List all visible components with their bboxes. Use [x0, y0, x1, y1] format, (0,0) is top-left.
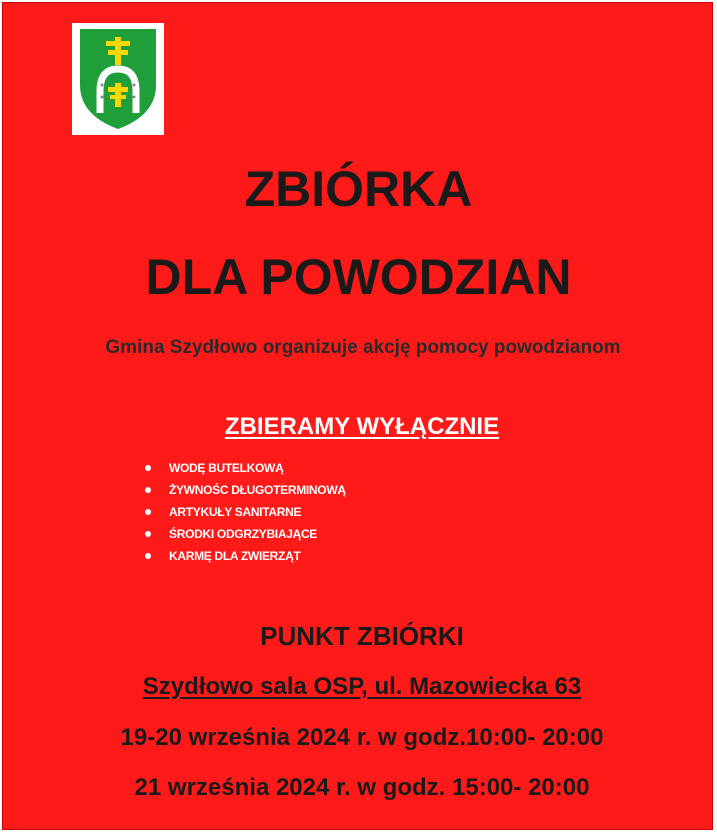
collection-date-1: 19-20 września 2024 r. w godz.10:00- 20:00	[120, 724, 604, 751]
list-item	[145, 479, 346, 501]
title-line-1: ZBIÓRKA	[244, 161, 473, 217]
list-item	[145, 501, 346, 523]
intro-text: Gmina Szydłowo organizuje akcję pomocy powodzianom	[105, 337, 621, 358]
bullet-icon	[145, 509, 151, 515]
title-line-2: DLA POWODZIAN	[145, 249, 572, 305]
coat-of-arms-icon	[72, 23, 164, 135]
poster	[2, 2, 713, 830]
list-item-label: KARMĘ DLA ZWIERZĄT	[169, 549, 301, 563]
bullet-icon	[145, 487, 151, 493]
collection-point-heading: PUNKT ZBIÓRKI	[260, 621, 464, 651]
list-item-label: ARTYKUŁY SANITARNE	[169, 505, 302, 519]
collect-items-list	[145, 457, 346, 567]
collection-point-address: Szydłowo sala OSP, ul. Mazowiecka 63	[142, 673, 582, 700]
bullet-icon	[145, 465, 151, 471]
list-item-label: ŻYWNOŚC DŁUGOTERMINOWĄ	[169, 483, 346, 497]
collect-heading: ZBIERAMY WYŁĄCZNIE	[224, 413, 500, 440]
list-item	[145, 545, 346, 567]
list-item-label: WODĘ BUTELKOWĄ	[169, 461, 284, 475]
bullet-icon	[145, 531, 151, 537]
list-item	[145, 457, 346, 479]
list-item	[145, 523, 346, 545]
list-item-label: ŚRODKI ODGRZYBIAJĄCE	[169, 527, 318, 541]
collection-date-2: 21 września 2024 r. w godz. 15:00- 20:00	[134, 774, 590, 801]
bullet-icon	[145, 553, 151, 559]
